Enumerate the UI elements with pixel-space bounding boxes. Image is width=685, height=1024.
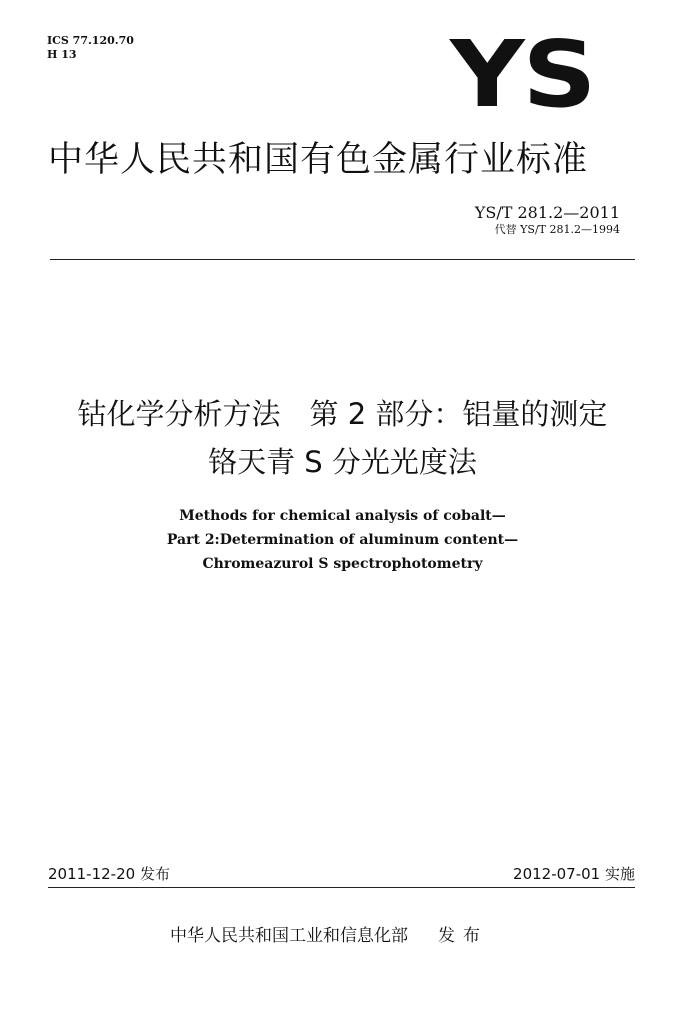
- chinese-title-line-1: 钴化学分析方法 第 2 部分：铝量的测定: [77, 397, 608, 431]
- standard-number: YS/T 281.2—2011: [474, 203, 620, 222]
- effective-date: 2012-07-01 实施: [513, 865, 635, 883]
- english-title-line-1: Methods for chemical analysis of cobalt—: [179, 508, 506, 524]
- chinese-title-line-2: 铬天青 S 分光光度法: [208, 445, 477, 479]
- organization-title: 中华人民共和国有色金属行业标准: [48, 140, 589, 180]
- standard-number-block: [475, 203, 620, 237]
- english-title-line-3: Chromeazurol S spectrophotometry: [202, 556, 483, 572]
- classification-codes: [47, 34, 134, 62]
- bottom-divider: [48, 887, 635, 888]
- ics-code: ICS 77.120.70: [47, 34, 134, 47]
- issuer-action: 发布: [438, 926, 488, 946]
- top-divider: [50, 259, 635, 260]
- english-title-line-2: Part 2:Determination of aluminum content—: [166, 532, 519, 548]
- issuer: [170, 925, 488, 947]
- issuer-name: 中华人民共和国工业和信息化部: [170, 926, 408, 946]
- ccs-code: H 13: [47, 48, 77, 61]
- replaces-standard: 代替 YS/T 281.2—1994: [494, 223, 620, 236]
- issue-date: 2011-12-20 发布: [48, 865, 170, 883]
- ys-logo: YS: [450, 21, 595, 128]
